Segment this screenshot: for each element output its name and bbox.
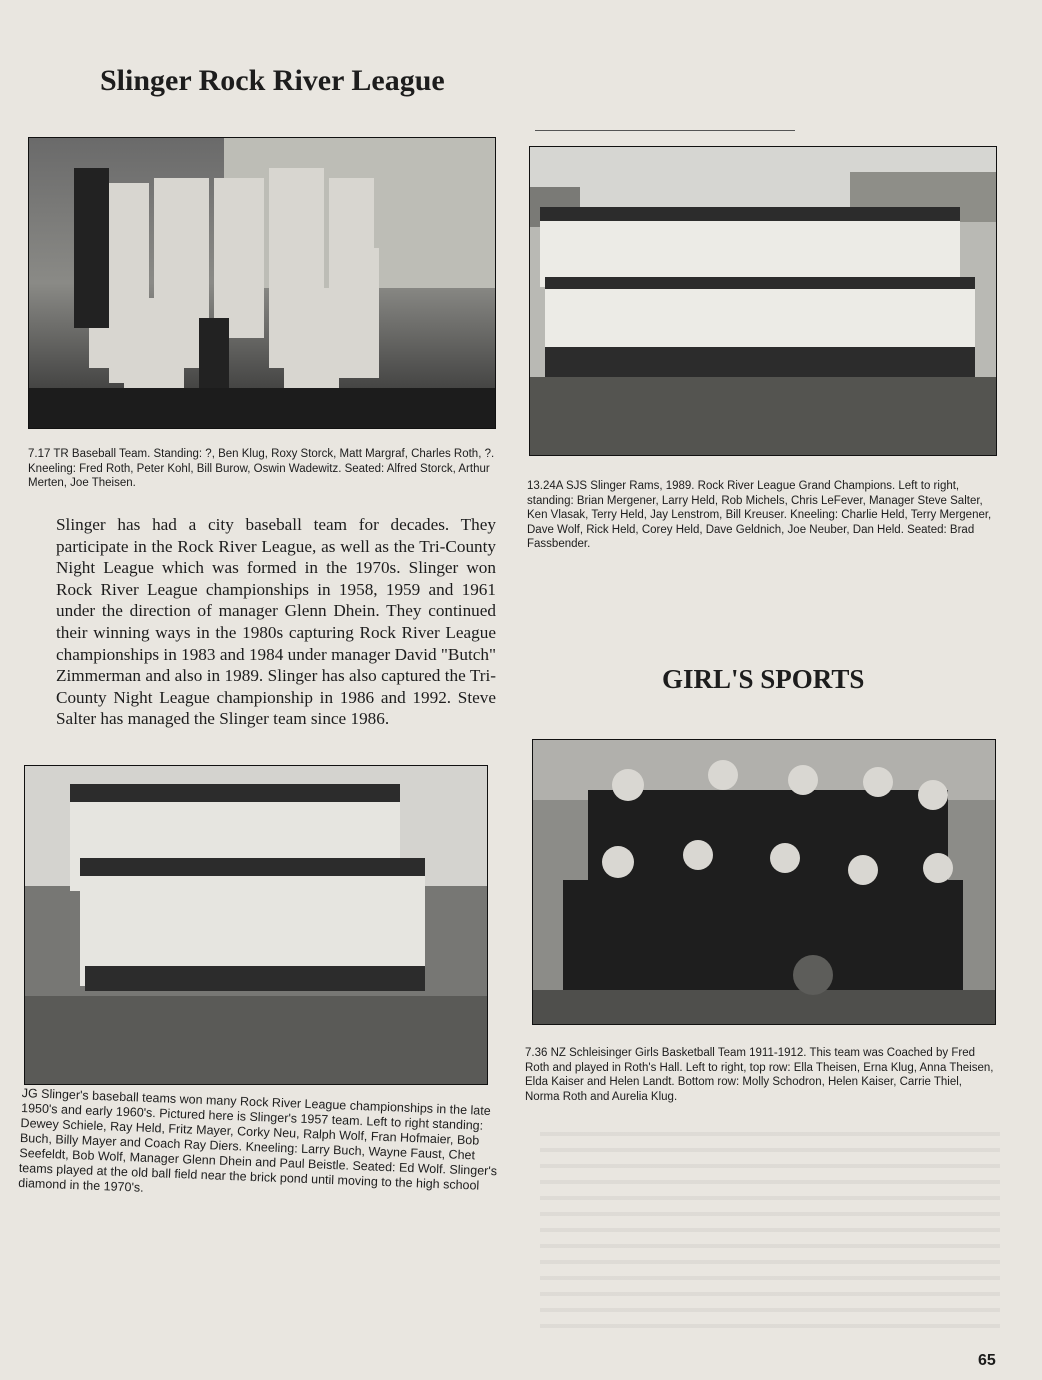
- photo-1957-team-image: [25, 766, 487, 1084]
- caption-early-baseball-team: [28, 447, 498, 491]
- photo-1957-team: [24, 765, 488, 1085]
- photo-slinger-rams-1989: [529, 146, 997, 456]
- caption-1957-team-text: JG Slinger's baseball teams won many Rock River League championships in the late 1950's and early 1960's. Pictured here is Slinger's 1957 team. Left to right standing: Dewey Schiele, Ray Held, Fritz Mayer, Corky Neu, Ralph Wolf, Fran Hofmaier, Bob Buch, Billy Mayer and Coach Ray Diers. Kneeling: Larry Buch, Wayne Faust, Chet Seefeldt, Bob Wolf, Manager Glenn Dhein and Paul Beistle. Seated: Ed Wolf. Slinger's teams played at the old ball field near the brick pond until moving to the high school diamond in the 1970's.: [18, 1086, 498, 1195]
- section-heading-rock-river-league: Slinger Rock River League: [100, 64, 445, 98]
- photo-girls-basketball-team-image: [533, 740, 995, 1024]
- page-number: 65: [978, 1352, 996, 1369]
- caption-1957-team: [18, 1086, 502, 1209]
- bleed-through-lines: [540, 1120, 1000, 1340]
- photo-early-baseball-team: [28, 137, 496, 429]
- photo-girls-basketball-team: [532, 739, 996, 1025]
- photo-early-baseball-team-image: [29, 138, 495, 428]
- caption-slinger-rams-1989: [527, 479, 999, 552]
- caption-girls-basketball-team-text: 7.36 NZ Schleisinger Girls Basketball Team 1911-1912. This team was Coached by Fred Roth and played in Roth's Hall. Left to right, top row: Ella Theisen, Erna Klug, Anna Theisen, Elda Kaiser and Helen Landt. Bottom row: Molly Schodron, Helen Kaiser, Carrie Thiel, Norma Roth and Aurelia Klug.: [525, 1047, 994, 1103]
- photo-top-rule: [535, 130, 795, 131]
- caption-early-baseball-team-text: 7.17 TR Baseball Team. Standing: ?, Ben Klug, Roxy Storck, Matt Margraf, Charles Roth, ?. Kneeling: Fred Roth, Peter Kohl, Bill Burow, Oswin Wadewitz. Seated: Alfred Storck, Arthur Merten, Joe Theisen.: [28, 448, 495, 489]
- section-heading-girls-sports: GIRL'S SPORTS: [662, 664, 865, 695]
- photo-slinger-rams-1989-image: [530, 147, 996, 455]
- body-paragraph: Slinger has had a city baseball team for decades. They participate in the Rock River League, as well as the Tri-County Night League which was formed in the 1970s. Slinger won Rock River League championships in 1958, 1959 and 1961 under the direction of manager Glenn Dhein. They continued their winning ways in the 1980s capturing Rock River League championships in 1983 and 1984 under manager David "Butch" Zimmerman and also in 1989. Slinger has also captured the Tri-County Night League championship in 1986 and 1992. Steve Salter has managed the Slinger team since 1986.: [56, 515, 496, 729]
- caption-slinger-rams-1989-text: 13.24A SJS Slinger Rams, 1989. Rock River League Grand Champions. Left to right, standing: Brian Mergener, Larry Held, Rob Michels, Chris LeFever, Manager Steve Salter, Ken Vlasak, Terry Held, Jay Lenstrom, Bill Kreuser. Kneeling: Charlie Held, Terry Mergener, Dave Wolf, Rick Held, Corey Held, Dave Geldnich, Joe Neuber, Dan Held. Seated: Brad Fassbender.: [527, 480, 992, 550]
- caption-girls-basketball-team: [525, 1046, 997, 1104]
